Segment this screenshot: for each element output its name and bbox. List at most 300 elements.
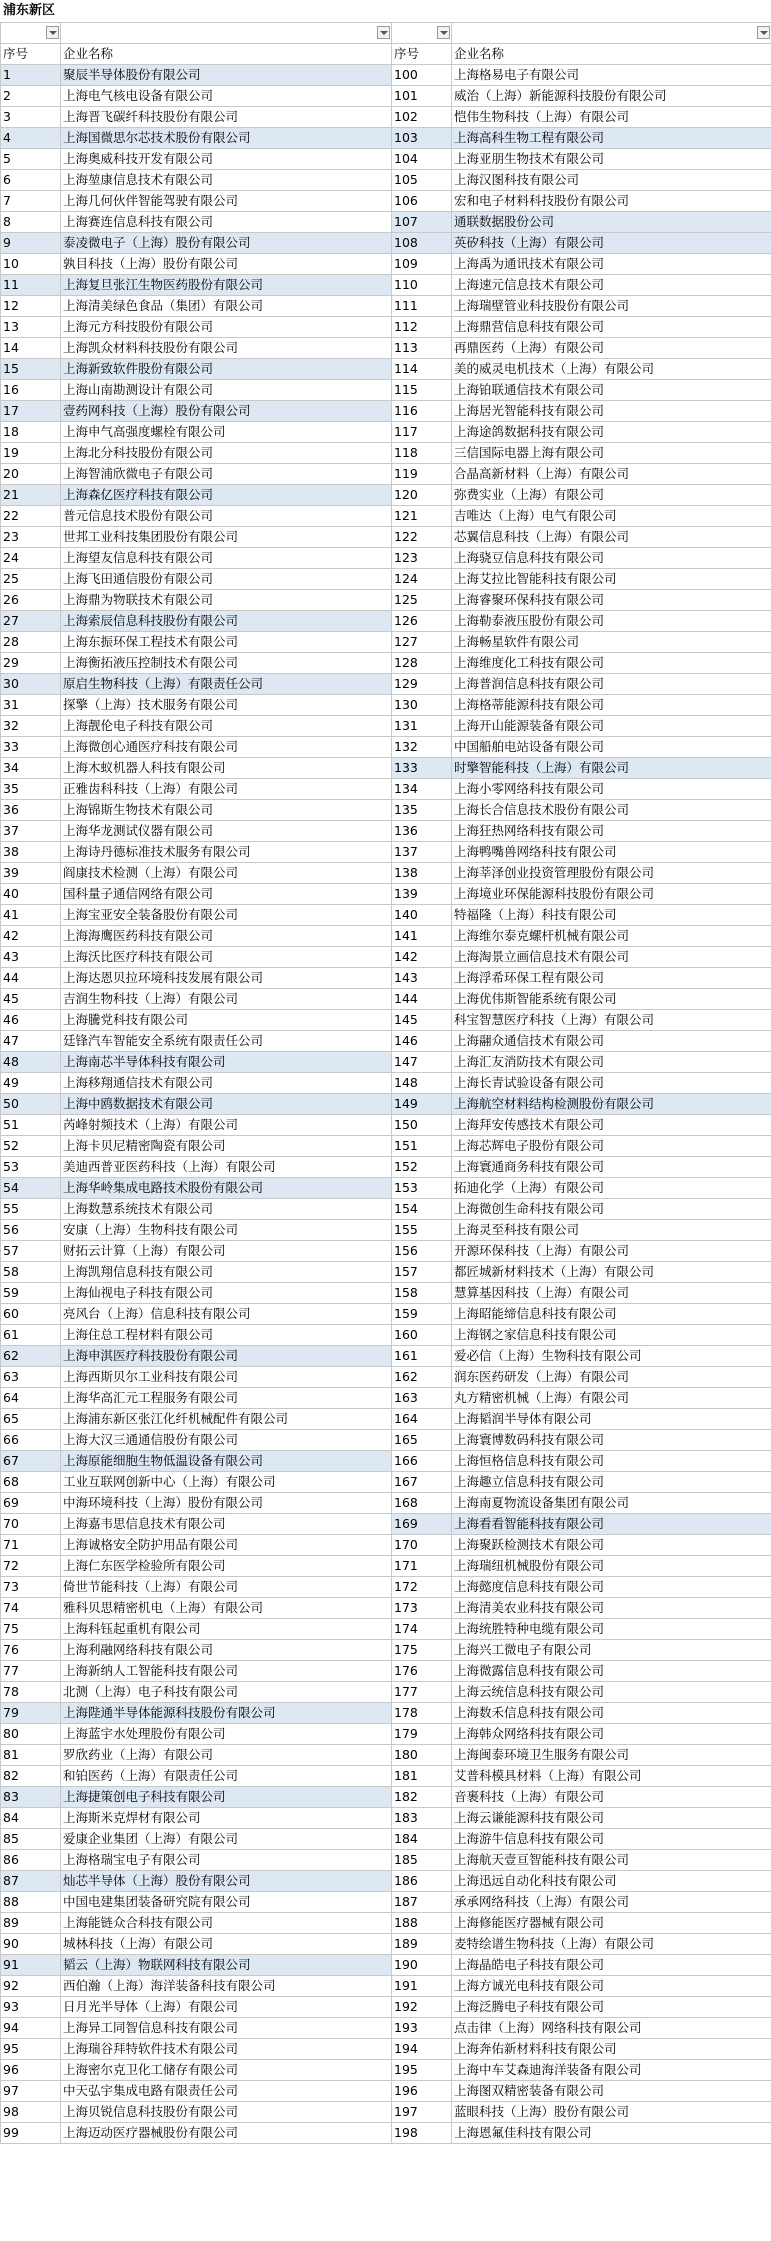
company-name-cell: 上海拜安传感技术有限公司 bbox=[452, 1115, 771, 1136]
company-name-cell: 吉润生物科技（上海）有限公司 bbox=[61, 989, 392, 1010]
seq-cell: 71 bbox=[1, 1535, 61, 1556]
seq-cell: 136 bbox=[392, 821, 452, 842]
table-row bbox=[1, 1556, 771, 1577]
seq-cell: 153 bbox=[392, 1178, 452, 1199]
seq-cell: 131 bbox=[392, 716, 452, 737]
seq-cell: 61 bbox=[1, 1325, 61, 1346]
seq-cell: 159 bbox=[392, 1304, 452, 1325]
company-name-cell: 上海几何伙伴智能驾驶有限公司 bbox=[61, 191, 392, 212]
seq-cell: 44 bbox=[1, 968, 61, 989]
seq-cell: 190 bbox=[392, 1955, 452, 1976]
company-name-cell: 上海寰博数码科技有限公司 bbox=[452, 1430, 771, 1451]
seq-cell: 62 bbox=[1, 1346, 61, 1367]
seq-cell: 174 bbox=[392, 1619, 452, 1640]
company-name-cell: 上海望友信息科技有限公司 bbox=[61, 548, 392, 569]
company-name-cell: 承承网络科技（上海）有限公司 bbox=[452, 1892, 771, 1913]
table-row bbox=[1, 1073, 771, 1094]
company-name-cell: 慧算基因科技（上海）有限公司 bbox=[452, 1283, 771, 1304]
company-name-cell: 美的威灵电机技术（上海）有限公司 bbox=[452, 359, 771, 380]
seq-cell: 1 bbox=[1, 65, 61, 86]
seq-cell: 106 bbox=[392, 191, 452, 212]
table-row bbox=[1, 1514, 771, 1535]
company-name-cell: 亮风台（上海）信息科技有限公司 bbox=[61, 1304, 392, 1325]
company-name-cell: 上海木蚁机器人科技有限公司 bbox=[61, 758, 392, 779]
company-name-cell: 爱必信（上海）生物科技有限公司 bbox=[452, 1346, 771, 1367]
filter-dropdown-icon[interactable] bbox=[757, 26, 770, 39]
company-name-cell: 上海泛腾电子科技有限公司 bbox=[452, 1997, 771, 2018]
table-row bbox=[1, 1640, 771, 1661]
seq-cell: 97 bbox=[1, 2081, 61, 2102]
company-name-cell: 上海贝锐信息科技股份有限公司 bbox=[61, 2102, 392, 2123]
seq-cell: 156 bbox=[392, 1241, 452, 1262]
seq-cell: 75 bbox=[1, 1619, 61, 1640]
seq-cell: 166 bbox=[392, 1451, 452, 1472]
seq-cell: 54 bbox=[1, 1178, 61, 1199]
company-name-cell: 上海锦斯生物技术有限公司 bbox=[61, 800, 392, 821]
company-name-cell: 上海韩众网络科技有限公司 bbox=[452, 1724, 771, 1745]
company-name-cell: 上海奔佑新材料科技有限公司 bbox=[452, 2039, 771, 2060]
seq-cell: 5 bbox=[1, 149, 61, 170]
company-name-cell: 倚世节能科技（上海）有限公司 bbox=[61, 1577, 392, 1598]
seq-cell: 125 bbox=[392, 590, 452, 611]
seq-cell: 8 bbox=[1, 212, 61, 233]
company-name-cell: 上海瑞纽机械股份有限公司 bbox=[452, 1556, 771, 1577]
seq-cell: 26 bbox=[1, 590, 61, 611]
company-name-cell: 上海瑞壁管业科技股份有限公司 bbox=[452, 296, 771, 317]
table-row bbox=[1, 1241, 771, 1262]
seq-cell: 187 bbox=[392, 1892, 452, 1913]
table-row bbox=[1, 1472, 771, 1493]
company-name-cell: 上海能链众合科技有限公司 bbox=[61, 1913, 392, 1934]
seq-cell: 114 bbox=[392, 359, 452, 380]
table-row bbox=[1, 422, 771, 443]
seq-cell: 38 bbox=[1, 842, 61, 863]
company-name-cell: 上海芯辉电子股份有限公司 bbox=[452, 1136, 771, 1157]
company-name-cell: 上海凯众材料科技股份有限公司 bbox=[61, 338, 392, 359]
company-name-cell: 上海智浦欣微电子有限公司 bbox=[61, 464, 392, 485]
company-name-cell: 上海元方科技股份有限公司 bbox=[61, 317, 392, 338]
company-name-cell: 上海鼎为物联技术有限公司 bbox=[61, 590, 392, 611]
table-row bbox=[1, 548, 771, 569]
table-row bbox=[1, 590, 771, 611]
seq-cell: 186 bbox=[392, 1871, 452, 1892]
seq-cell: 60 bbox=[1, 1304, 61, 1325]
table-row bbox=[1, 1661, 771, 1682]
seq-cell: 45 bbox=[1, 989, 61, 1010]
seq-cell: 195 bbox=[392, 2060, 452, 2081]
company-name-cell: 上海微露信息科技有限公司 bbox=[452, 1661, 771, 1682]
seq-cell: 132 bbox=[392, 737, 452, 758]
seq-cell: 154 bbox=[392, 1199, 452, 1220]
seq-cell: 184 bbox=[392, 1829, 452, 1850]
seq-cell: 19 bbox=[1, 443, 61, 464]
seq-cell: 88 bbox=[1, 1892, 61, 1913]
table-row bbox=[1, 1955, 771, 1976]
seq-cell: 194 bbox=[392, 2039, 452, 2060]
seq-cell: 92 bbox=[1, 1976, 61, 1997]
company-name-cell: 特福隆（上海）科技有限公司 bbox=[452, 905, 771, 926]
table-row bbox=[1, 86, 771, 107]
table-row bbox=[1, 1976, 771, 1997]
seq-cell: 111 bbox=[392, 296, 452, 317]
company-name-cell: 城林科技（上海）有限公司 bbox=[61, 1934, 392, 1955]
table-row bbox=[1, 884, 771, 905]
company-name-cell: 上海格蒂能源科技有限公司 bbox=[452, 695, 771, 716]
header-name-left: 企业名称 bbox=[61, 44, 392, 65]
company-name-cell: 上海迈动医疗器械股份有限公司 bbox=[61, 2123, 392, 2144]
seq-cell: 133 bbox=[392, 758, 452, 779]
company-name-cell: 上海南芯半导体科技有限公司 bbox=[61, 1052, 392, 1073]
company-name-cell: 韬云（上海）物联网科技有限公司 bbox=[61, 1955, 392, 1976]
company-name-cell: 中国电建集团装备研究院有限公司 bbox=[61, 1892, 392, 1913]
company-name-cell: 英矽科技（上海）有限公司 bbox=[452, 233, 771, 254]
company-name-cell: 上海淘景立画信息技术有限公司 bbox=[452, 947, 771, 968]
seq-cell: 7 bbox=[1, 191, 61, 212]
company-name-cell: 上海聚跃检测技术有限公司 bbox=[452, 1535, 771, 1556]
seq-cell: 91 bbox=[1, 1955, 61, 1976]
seq-cell: 46 bbox=[1, 1010, 61, 1031]
seq-cell: 142 bbox=[392, 947, 452, 968]
company-name-cell: 和铂医药（上海）有限责任公司 bbox=[61, 1766, 392, 1787]
table-row bbox=[1, 506, 771, 527]
company-name-cell: 上海诗丹德标准技术服务有限公司 bbox=[61, 842, 392, 863]
seq-cell: 73 bbox=[1, 1577, 61, 1598]
seq-cell: 80 bbox=[1, 1724, 61, 1745]
table-row bbox=[1, 716, 771, 737]
seq-cell: 181 bbox=[392, 1766, 452, 1787]
seq-cell: 9 bbox=[1, 233, 61, 254]
seq-cell: 34 bbox=[1, 758, 61, 779]
company-name-cell: 上海开山能源装备有限公司 bbox=[452, 716, 771, 737]
seq-cell: 52 bbox=[1, 1136, 61, 1157]
company-name-cell: 上海方诚光电科技有限公司 bbox=[452, 1976, 771, 1997]
company-name-cell: 上海申淇医疗科技股份有限公司 bbox=[61, 1346, 392, 1367]
table-row bbox=[1, 1913, 771, 1934]
company-name-cell: 上海懿度信息科技有限公司 bbox=[452, 1577, 771, 1598]
seq-cell: 130 bbox=[392, 695, 452, 716]
table-row bbox=[1, 947, 771, 968]
company-name-cell: 探擎（上海）技术服务有限公司 bbox=[61, 695, 392, 716]
seq-cell: 81 bbox=[1, 1745, 61, 1766]
company-name-cell: 上海艾拉比智能科技有限公司 bbox=[452, 569, 771, 590]
company-name-cell: 上海汇友消防技术有限公司 bbox=[452, 1052, 771, 1073]
company-name-cell: 壹药网科技（上海）股份有限公司 bbox=[61, 401, 392, 422]
seq-cell: 128 bbox=[392, 653, 452, 674]
company-name-cell: 上海修能医疗器械有限公司 bbox=[452, 1913, 771, 1934]
seq-cell: 68 bbox=[1, 1472, 61, 1493]
seq-cell: 90 bbox=[1, 1934, 61, 1955]
company-name-cell: 上海畅星软件有限公司 bbox=[452, 632, 771, 653]
seq-cell: 74 bbox=[1, 1598, 61, 1619]
seq-cell: 98 bbox=[1, 2102, 61, 2123]
company-name-cell: 上海陛通半导体能源科技股份有限公司 bbox=[61, 1703, 392, 1724]
table-row bbox=[1, 1493, 771, 1514]
company-name-cell: 上海鼎营信息科技有限公司 bbox=[452, 317, 771, 338]
table-row bbox=[1, 170, 771, 191]
seq-cell: 147 bbox=[392, 1052, 452, 1073]
seq-cell: 83 bbox=[1, 1787, 61, 1808]
company-name-cell: 上海航空材料结构检测股份有限公司 bbox=[452, 1094, 771, 1115]
company-name-cell: 上海数禾信息科技有限公司 bbox=[452, 1703, 771, 1724]
seq-cell: 148 bbox=[392, 1073, 452, 1094]
table-row bbox=[1, 2123, 771, 2144]
company-name-cell: 上海云谦能源科技有限公司 bbox=[452, 1808, 771, 1829]
company-name-cell: 上海亚朋生物技术有限公司 bbox=[452, 149, 771, 170]
seq-cell: 51 bbox=[1, 1115, 61, 1136]
seq-cell: 109 bbox=[392, 254, 452, 275]
table-row bbox=[1, 1535, 771, 1556]
seq-cell: 31 bbox=[1, 695, 61, 716]
company-name-cell: 上海高科生物工程有限公司 bbox=[452, 128, 771, 149]
seq-cell: 189 bbox=[392, 1934, 452, 1955]
table-row bbox=[1, 443, 771, 464]
company-name-cell: 上海仁东医学检验所有限公司 bbox=[61, 1556, 392, 1577]
seq-cell: 108 bbox=[392, 233, 452, 254]
seq-cell: 32 bbox=[1, 716, 61, 737]
table-row bbox=[1, 569, 771, 590]
company-name-cell: 国科量子通信网络有限公司 bbox=[61, 884, 392, 905]
company-name-cell: 上海异工同智信息科技有限公司 bbox=[61, 2018, 392, 2039]
seq-cell: 25 bbox=[1, 569, 61, 590]
seq-cell: 10 bbox=[1, 254, 61, 275]
table-row bbox=[1, 296, 771, 317]
company-name-cell: 上海赛连信息科技有限公司 bbox=[61, 212, 392, 233]
company-name-cell: 麦特绘谱生物科技（上海）有限公司 bbox=[452, 1934, 771, 1955]
table-row bbox=[1, 212, 771, 233]
company-name-cell: 威治（上海）新能源科技股份有限公司 bbox=[452, 86, 771, 107]
seq-cell: 126 bbox=[392, 611, 452, 632]
seq-cell: 116 bbox=[392, 401, 452, 422]
seq-cell: 50 bbox=[1, 1094, 61, 1115]
table-row bbox=[1, 926, 771, 947]
seq-cell: 47 bbox=[1, 1031, 61, 1052]
seq-cell: 33 bbox=[1, 737, 61, 758]
filter-cell-2 bbox=[61, 23, 392, 44]
company-name-cell: 上海騰党科技有限公司 bbox=[61, 1010, 392, 1031]
company-name-cell: 上海钢之家信息科技有限公司 bbox=[452, 1325, 771, 1346]
seq-cell: 165 bbox=[392, 1430, 452, 1451]
company-name-cell: 罗欣药业（上海）有限公司 bbox=[61, 1745, 392, 1766]
table-row bbox=[1, 821, 771, 842]
seq-cell: 197 bbox=[392, 2102, 452, 2123]
table-row bbox=[1, 737, 771, 758]
company-name-cell: 上海航天壹亘智能科技有限公司 bbox=[452, 1850, 771, 1871]
company-name-cell: 上海国微思尔芯技术股份有限公司 bbox=[61, 128, 392, 149]
seq-cell: 22 bbox=[1, 506, 61, 527]
company-name-cell: 上海勒泰液压股份有限公司 bbox=[452, 611, 771, 632]
company-name-cell: 上海山南勘测设计有限公司 bbox=[61, 380, 392, 401]
table-row bbox=[1, 1451, 771, 1472]
seq-cell: 86 bbox=[1, 1850, 61, 1871]
company-name-cell: 世邦工业科技集团股份有限公司 bbox=[61, 527, 392, 548]
company-name-cell: 上海索辰信息科技股份有限公司 bbox=[61, 611, 392, 632]
seq-cell: 144 bbox=[392, 989, 452, 1010]
seq-cell: 29 bbox=[1, 653, 61, 674]
table-row bbox=[1, 632, 771, 653]
seq-cell: 6 bbox=[1, 170, 61, 191]
company-name-cell: 蓝眼科技（上海）股份有限公司 bbox=[452, 2102, 771, 2123]
company-name-cell: 美迪西普亚医药科技（上海）有限公司 bbox=[61, 1157, 392, 1178]
company-name-cell: 上海微创心通医疗科技有限公司 bbox=[61, 737, 392, 758]
company-name-cell: 上海晶皓电子科技有限公司 bbox=[452, 1955, 771, 1976]
company-name-cell: 上海优伟斯智能系统有限公司 bbox=[452, 989, 771, 1010]
company-name-cell: 点击律（上海）网络科技有限公司 bbox=[452, 2018, 771, 2039]
company-table bbox=[0, 22, 771, 2144]
company-name-cell: 上海嘉韦思信息技术有限公司 bbox=[61, 1514, 392, 1535]
seq-cell: 105 bbox=[392, 170, 452, 191]
table-row bbox=[1, 1010, 771, 1031]
company-name-cell: 北测（上海）电子科技有限公司 bbox=[61, 1682, 392, 1703]
seq-cell: 78 bbox=[1, 1682, 61, 1703]
filter-dropdown-icon[interactable] bbox=[377, 26, 390, 39]
seq-cell: 175 bbox=[392, 1640, 452, 1661]
seq-cell: 42 bbox=[1, 926, 61, 947]
seq-cell: 146 bbox=[392, 1031, 452, 1052]
company-name-cell: 上海恒格信息科技有限公司 bbox=[452, 1451, 771, 1472]
seq-cell: 119 bbox=[392, 464, 452, 485]
seq-cell: 138 bbox=[392, 863, 452, 884]
company-name-cell: 上海诚格安全防护用品有限公司 bbox=[61, 1535, 392, 1556]
seq-cell: 40 bbox=[1, 884, 61, 905]
company-name-cell: 上海东振环保工程技术有限公司 bbox=[61, 632, 392, 653]
seq-cell: 152 bbox=[392, 1157, 452, 1178]
seq-cell: 59 bbox=[1, 1283, 61, 1304]
seq-cell: 96 bbox=[1, 2060, 61, 2081]
company-name-cell: 上海达恩贝拉环境科技发展有限公司 bbox=[61, 968, 392, 989]
company-name-cell: 灿芯半导体（上海）股份有限公司 bbox=[61, 1871, 392, 1892]
table-row bbox=[1, 149, 771, 170]
company-name-cell: 芯翼信息科技（上海）有限公司 bbox=[452, 527, 771, 548]
table-row bbox=[1, 800, 771, 821]
seq-cell: 172 bbox=[392, 1577, 452, 1598]
table-row bbox=[1, 1388, 771, 1409]
company-name-cell: 上海数慧系统技术有限公司 bbox=[61, 1199, 392, 1220]
company-name-cell: 上海居光智能科技有限公司 bbox=[452, 401, 771, 422]
company-name-cell: 上海利融网络科技有限公司 bbox=[61, 1640, 392, 1661]
table-row bbox=[1, 1115, 771, 1136]
company-name-cell: 上海格易电子有限公司 bbox=[452, 65, 771, 86]
company-name-cell: 上海途鸽数据科技有限公司 bbox=[452, 422, 771, 443]
seq-cell: 23 bbox=[1, 527, 61, 548]
company-name-cell: 上海电气核电设备有限公司 bbox=[61, 86, 392, 107]
seq-cell: 84 bbox=[1, 1808, 61, 1829]
table-row bbox=[1, 779, 771, 800]
company-name-cell: 都匠城新材料技术（上海）有限公司 bbox=[452, 1262, 771, 1283]
seq-cell: 69 bbox=[1, 1493, 61, 1514]
company-name-cell: 上海仙视电子科技有限公司 bbox=[61, 1283, 392, 1304]
seq-cell: 158 bbox=[392, 1283, 452, 1304]
seq-cell: 140 bbox=[392, 905, 452, 926]
company-name-cell: 弥费实业（上海）有限公司 bbox=[452, 485, 771, 506]
company-name-cell: 上海蓝宇水处理股份有限公司 bbox=[61, 1724, 392, 1745]
header-row bbox=[1, 44, 771, 65]
company-name-cell: 上海新纳人工智能科技有限公司 bbox=[61, 1661, 392, 1682]
seq-cell: 161 bbox=[392, 1346, 452, 1367]
seq-cell: 139 bbox=[392, 884, 452, 905]
seq-cell: 129 bbox=[392, 674, 452, 695]
table-row bbox=[1, 1304, 771, 1325]
seq-cell: 37 bbox=[1, 821, 61, 842]
company-name-cell: 上海复旦张江生物医药股份有限公司 bbox=[61, 275, 392, 296]
seq-cell: 16 bbox=[1, 380, 61, 401]
seq-cell: 182 bbox=[392, 1787, 452, 1808]
company-name-cell: 普元信息技术股份有限公司 bbox=[61, 506, 392, 527]
table-row bbox=[1, 1745, 771, 1766]
seq-cell: 24 bbox=[1, 548, 61, 569]
company-name-cell: 上海莘泽创业投资管理股份有限公司 bbox=[452, 863, 771, 884]
company-name-cell: 上海衡拓液压控制技术有限公司 bbox=[61, 653, 392, 674]
table-row bbox=[1, 1766, 771, 1787]
company-name-cell: 上海翮众通信技术有限公司 bbox=[452, 1031, 771, 1052]
seq-cell: 169 bbox=[392, 1514, 452, 1535]
company-name-cell: 上海昭能缔信息科技有限公司 bbox=[452, 1304, 771, 1325]
company-name-cell: 中国船舶电站设备有限公司 bbox=[452, 737, 771, 758]
filter-dropdown-icon[interactable] bbox=[46, 26, 59, 39]
table-row bbox=[1, 1220, 771, 1241]
company-name-cell: 上海晋飞碳纤科技股份有限公司 bbox=[61, 107, 392, 128]
company-name-cell: 上海海鹰医药科技有限公司 bbox=[61, 926, 392, 947]
company-name-cell: 廷锋汽车智能安全系统有限责任公司 bbox=[61, 1031, 392, 1052]
table-row bbox=[1, 695, 771, 716]
table-row bbox=[1, 905, 771, 926]
seq-cell: 163 bbox=[392, 1388, 452, 1409]
filter-dropdown-icon[interactable] bbox=[437, 26, 450, 39]
seq-cell: 143 bbox=[392, 968, 452, 989]
seq-cell: 49 bbox=[1, 1073, 61, 1094]
seq-cell: 107 bbox=[392, 212, 452, 233]
company-name-cell: 财拓云计算（上海）有限公司 bbox=[61, 1241, 392, 1262]
company-name-cell: 安康（上海）生物科技有限公司 bbox=[61, 1220, 392, 1241]
seq-cell: 66 bbox=[1, 1430, 61, 1451]
seq-cell: 180 bbox=[392, 1745, 452, 1766]
company-name-cell: 科宝智慧医疗科技（上海）有限公司 bbox=[452, 1010, 771, 1031]
company-name-cell: 上海科钰起重机有限公司 bbox=[61, 1619, 392, 1640]
seq-cell: 196 bbox=[392, 2081, 452, 2102]
table-row bbox=[1, 1682, 771, 1703]
seq-cell: 160 bbox=[392, 1325, 452, 1346]
seq-cell: 87 bbox=[1, 1871, 61, 1892]
table-row bbox=[1, 2039, 771, 2060]
table-row bbox=[1, 233, 771, 254]
seq-cell: 176 bbox=[392, 1661, 452, 1682]
seq-cell: 162 bbox=[392, 1367, 452, 1388]
table-row bbox=[1, 2018, 771, 2039]
seq-cell: 53 bbox=[1, 1157, 61, 1178]
seq-cell: 28 bbox=[1, 632, 61, 653]
company-name-cell: 宏和电子材料科技股份有限公司 bbox=[452, 191, 771, 212]
seq-cell: 39 bbox=[1, 863, 61, 884]
company-name-cell: 上海凯翔信息科技有限公司 bbox=[61, 1262, 392, 1283]
seq-cell: 48 bbox=[1, 1052, 61, 1073]
company-name-cell: 恺伟生物科技（上海）有限公司 bbox=[452, 107, 771, 128]
table-row bbox=[1, 254, 771, 275]
seq-cell: 191 bbox=[392, 1976, 452, 1997]
table-row bbox=[1, 1892, 771, 1913]
seq-cell: 171 bbox=[392, 1556, 452, 1577]
seq-cell: 168 bbox=[392, 1493, 452, 1514]
seq-cell: 104 bbox=[392, 149, 452, 170]
seq-cell: 179 bbox=[392, 1724, 452, 1745]
table-row bbox=[1, 1262, 771, 1283]
seq-cell: 2 bbox=[1, 86, 61, 107]
company-name-cell: 上海原能细胞生物低温设备有限公司 bbox=[61, 1451, 392, 1472]
seq-cell: 188 bbox=[392, 1913, 452, 1934]
seq-cell: 12 bbox=[1, 296, 61, 317]
company-name-cell: 三信国际电器上海有限公司 bbox=[452, 443, 771, 464]
company-name-cell: 上海华高汇元工程服务有限公司 bbox=[61, 1388, 392, 1409]
company-name-cell: 原启生物科技（上海）有限责任公司 bbox=[61, 674, 392, 695]
seq-cell: 30 bbox=[1, 674, 61, 695]
